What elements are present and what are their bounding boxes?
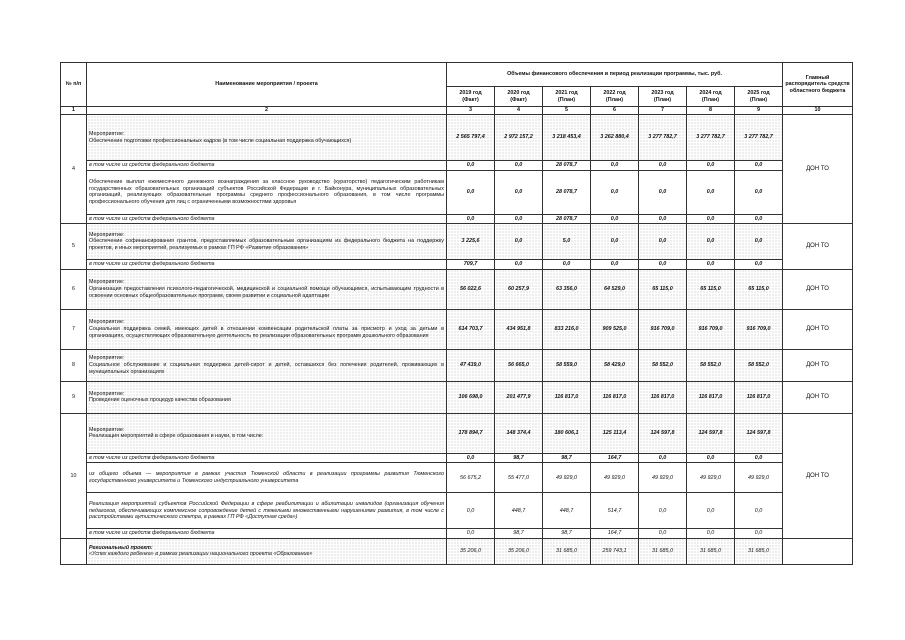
value-cell: 116 817,0 bbox=[687, 381, 735, 413]
value-cell: 3 277 782,7 bbox=[687, 115, 735, 161]
value-cell: 56 665,0 bbox=[495, 349, 543, 381]
row-distributor bbox=[783, 538, 853, 564]
row-name bbox=[87, 529, 447, 539]
row-name bbox=[87, 214, 447, 224]
value-cell: 0,0 bbox=[447, 529, 495, 539]
value-cell: 448,7 bbox=[543, 493, 591, 529]
value-cell: 65 115,0 bbox=[639, 269, 687, 309]
col-num-header: № п/п bbox=[61, 63, 87, 107]
table-row bbox=[61, 170, 853, 214]
row-title: Обеспечение выплат ежемесячного денежного вознаграждения за классное руководство (кураторство) педагогическим работникам государственных образовательных организаций субъектов Российской Федерации и г. Байконура, муниципальных образовательных организаций, реализующих образовательные программы среднего профессионального образования, в том числе программы профессионального обучения для лиц с ограниченными возможностями здоровья bbox=[89, 178, 444, 205]
table-row bbox=[61, 463, 853, 493]
value-cell: 0,0 bbox=[495, 260, 543, 270]
value-cell: 49 929,0 bbox=[543, 463, 591, 493]
value-cell: 0,0 bbox=[687, 170, 735, 214]
value-cell: 116 817,0 bbox=[543, 381, 591, 413]
value-cell: 31 685,0 bbox=[543, 538, 591, 564]
value-cell: 0,0 bbox=[639, 214, 687, 224]
column-number: 3 bbox=[447, 107, 495, 115]
value-cell: 0,0 bbox=[639, 260, 687, 270]
value-cell: 58 552,0 bbox=[687, 349, 735, 381]
value-cell: 3 225,6 bbox=[447, 224, 495, 260]
table-row bbox=[61, 413, 853, 453]
column-number: 2 bbox=[87, 107, 447, 115]
value-cell: 0,0 bbox=[495, 224, 543, 260]
value-cell: 98,7 bbox=[543, 529, 591, 539]
row-label: Мероприятие: bbox=[89, 390, 125, 397]
value-cell: 0,0 bbox=[591, 224, 639, 260]
year-header bbox=[687, 87, 735, 107]
value-cell: 35 206,0 bbox=[447, 538, 495, 564]
row-label: Мероприятие: bbox=[89, 231, 125, 238]
budget-table-page bbox=[60, 62, 852, 565]
value-cell: 916 709,0 bbox=[687, 309, 735, 349]
row-label: Мероприятие: bbox=[89, 130, 125, 137]
value-cell: 0,0 bbox=[447, 161, 495, 171]
value-cell: 0,0 bbox=[639, 529, 687, 539]
value-cell: 0,0 bbox=[495, 214, 543, 224]
value-cell: 64 529,0 bbox=[591, 269, 639, 309]
value-cell: 0,0 bbox=[639, 170, 687, 214]
value-cell: 31 685,0 bbox=[639, 538, 687, 564]
value-cell: 28 078,7 bbox=[543, 214, 591, 224]
value-cell: 0,0 bbox=[591, 214, 639, 224]
value-cell: 514,7 bbox=[591, 493, 639, 529]
row-index: 4 bbox=[61, 115, 87, 224]
column-number: 9 bbox=[735, 107, 783, 115]
table-row bbox=[61, 260, 853, 270]
value-cell: 49 929,0 bbox=[687, 463, 735, 493]
value-cell: 98,7 bbox=[495, 453, 543, 463]
column-number: 4 bbox=[495, 107, 543, 115]
value-cell: 709,7 bbox=[447, 260, 495, 270]
row-name bbox=[87, 493, 447, 529]
value-cell: 125 113,4 bbox=[591, 413, 639, 453]
row-name bbox=[87, 538, 447, 564]
value-cell: 63 356,0 bbox=[543, 269, 591, 309]
row-distributor: ДОН ТО bbox=[783, 269, 853, 309]
value-cell: 0,0 bbox=[447, 493, 495, 529]
value-cell: 0,0 bbox=[639, 453, 687, 463]
row-name bbox=[87, 349, 447, 381]
value-cell: 65 115,0 bbox=[687, 269, 735, 309]
row-label: Мероприятие: bbox=[89, 355, 125, 362]
year-kind: (Факт) bbox=[510, 96, 527, 103]
row-name bbox=[87, 309, 447, 349]
row-distributor: ДОН ТО bbox=[783, 413, 853, 538]
row-title: в том числе из средств федерального бюджета bbox=[89, 261, 215, 268]
value-cell: 65 115,0 bbox=[735, 269, 783, 309]
row-name bbox=[87, 463, 447, 493]
year-kind: (План) bbox=[749, 96, 768, 103]
row-index bbox=[61, 538, 87, 564]
row-title: Обеспечение софинансирования грантов, предоставляемых образовательным организациям из федерального бюджета на поддержку проектов, и иных мероприятий, реализуемых в рамках ГП РФ «Развитие образования» bbox=[89, 238, 444, 251]
column-number: 6 bbox=[591, 107, 639, 115]
value-cell: 2 972 157,2 bbox=[495, 115, 543, 161]
value-cell: 0,0 bbox=[735, 214, 783, 224]
row-distributor: ДОН ТО bbox=[783, 309, 853, 349]
col-distributor-header: Главный распорядитель средств областного бюджета bbox=[783, 63, 853, 107]
value-cell: 116 817,0 bbox=[735, 381, 783, 413]
row-title: Проведение оценочных процедур качества образования bbox=[89, 397, 231, 404]
value-cell: 448,7 bbox=[495, 493, 543, 529]
year-header bbox=[735, 87, 783, 107]
value-cell: 434 951,8 bbox=[495, 309, 543, 349]
row-label: Мероприятие: bbox=[89, 319, 125, 326]
table-row bbox=[61, 214, 853, 224]
value-cell: 98,7 bbox=[543, 453, 591, 463]
value-cell: 148 374,4 bbox=[495, 413, 543, 453]
value-cell: 60 257,9 bbox=[495, 269, 543, 309]
year-label: 2020 год bbox=[507, 89, 530, 96]
row-title: в том числе из средств федерального бюджета bbox=[89, 530, 215, 537]
year-header bbox=[447, 87, 495, 107]
row-index: 5 bbox=[61, 224, 87, 270]
year-label: 2019 год bbox=[459, 89, 482, 96]
col-volumes-header: Объемы финансового обеспечения в период реализации программы, тыс. руб. bbox=[447, 63, 783, 87]
row-label: Мероприятие: bbox=[89, 279, 125, 286]
year-label: 2023 год bbox=[651, 89, 674, 96]
value-cell: 35 206,0 bbox=[495, 538, 543, 564]
value-cell: 58 559,0 bbox=[543, 349, 591, 381]
row-distributor: ДОН ТО bbox=[783, 381, 853, 413]
table-row bbox=[61, 115, 853, 161]
value-cell: 0,0 bbox=[639, 161, 687, 171]
row-name bbox=[87, 224, 447, 260]
value-cell: 0,0 bbox=[687, 529, 735, 539]
value-cell: 178 894,7 bbox=[447, 413, 495, 453]
row-distributor: ДОН ТО bbox=[783, 224, 853, 270]
table-row bbox=[61, 529, 853, 539]
row-index: 9 bbox=[61, 381, 87, 413]
row-name bbox=[87, 413, 447, 453]
value-cell: 0,0 bbox=[495, 170, 543, 214]
value-cell: 31 685,0 bbox=[687, 538, 735, 564]
row-name bbox=[87, 115, 447, 161]
row-label: Региональный проект: bbox=[89, 544, 153, 551]
value-cell: 0,0 bbox=[687, 453, 735, 463]
value-cell: 614 703,7 bbox=[447, 309, 495, 349]
table-row bbox=[61, 269, 853, 309]
table-row bbox=[61, 161, 853, 171]
row-distributor: ДОН ТО bbox=[783, 115, 853, 224]
value-cell: 259 743,1 bbox=[591, 538, 639, 564]
value-cell: 55 477,0 bbox=[495, 463, 543, 493]
year-label: 2021 год bbox=[555, 89, 578, 96]
value-cell: 0,0 bbox=[687, 260, 735, 270]
value-cell: 0,0 bbox=[735, 493, 783, 529]
row-title: Реализация мероприятий субъектов Российской Федерации в сфере реабилитации и абилитации инвалидов (организация обучения педагогов, обеспечивающих комплексное сопровождение детей с тяжелыми множественными нарушениями развития, в том числе с расстройствами аутистического спектра, в рамках ГП РФ «Доступная среда») bbox=[89, 500, 444, 521]
value-cell: 0,0 bbox=[639, 224, 687, 260]
table-row bbox=[61, 381, 853, 413]
value-cell: 0,0 bbox=[639, 493, 687, 529]
column-number: 7 bbox=[639, 107, 687, 115]
value-cell: 58 552,0 bbox=[735, 349, 783, 381]
value-cell: 0,0 bbox=[591, 170, 639, 214]
value-cell: 28 078,7 bbox=[543, 161, 591, 171]
row-title: Реализация мероприятий в сфере образования и науки, в том числе: bbox=[89, 433, 264, 440]
value-cell: 0,0 bbox=[687, 493, 735, 529]
value-cell: 31 685,0 bbox=[735, 538, 783, 564]
value-cell: 124 597,8 bbox=[639, 413, 687, 453]
row-index: 6 bbox=[61, 269, 87, 309]
value-cell: 0,0 bbox=[543, 260, 591, 270]
year-kind: (План) bbox=[653, 96, 672, 103]
value-cell: 0,0 bbox=[735, 224, 783, 260]
row-title: Обеспечение подготовки профессиональных кадров (в том числе социальная поддержка обучающихся) bbox=[89, 137, 352, 144]
value-cell: 0,0 bbox=[447, 214, 495, 224]
value-cell: 3 277 782,7 bbox=[639, 115, 687, 161]
year-kind: (Факт) bbox=[462, 96, 479, 103]
row-name bbox=[87, 381, 447, 413]
row-title: Социальная поддержка семей, имеющих детей в отношении компенсации родительской платы за присмотр и уход за детьми в организациях, осуществляющих образовательную деятельность по реализации образовательных программ дошкольного образования bbox=[89, 325, 444, 339]
year-label: 2024 год bbox=[699, 89, 722, 96]
value-cell: 124 597,8 bbox=[687, 413, 735, 453]
value-cell: 56 675,2 bbox=[447, 463, 495, 493]
value-cell: 0,0 bbox=[591, 161, 639, 171]
value-cell: 3 218 453,4 bbox=[543, 115, 591, 161]
value-cell: 0,0 bbox=[687, 224, 735, 260]
value-cell: 0,0 bbox=[447, 453, 495, 463]
column-number: 10 bbox=[783, 107, 853, 115]
year-header bbox=[495, 87, 543, 107]
row-distributor: ДОН ТО bbox=[783, 349, 853, 381]
year-kind: (План) bbox=[701, 96, 720, 103]
value-cell: 58 429,0 bbox=[591, 349, 639, 381]
column-number: 5 bbox=[543, 107, 591, 115]
column-number: 1 bbox=[61, 107, 87, 115]
row-index: 8 bbox=[61, 349, 87, 381]
year-kind: (План) bbox=[605, 96, 624, 103]
row-title: из общего объема — мероприятия в рамках участия Тюменской области в реализации программы развития Тюменского государственного университета и Тюменского индустриального университета bbox=[89, 471, 444, 484]
year-header bbox=[639, 87, 687, 107]
year-header bbox=[543, 87, 591, 107]
value-cell: 0,0 bbox=[735, 170, 783, 214]
value-cell: 58 552,0 bbox=[639, 349, 687, 381]
value-cell: 116 817,0 bbox=[591, 381, 639, 413]
value-cell: 47 439,0 bbox=[447, 349, 495, 381]
value-cell: 49 929,0 bbox=[591, 463, 639, 493]
row-index: 7 bbox=[61, 309, 87, 349]
row-title: в том числе из средств федерального бюджета bbox=[89, 162, 215, 168]
year-label: 2025 год bbox=[747, 89, 770, 96]
row-label: Мероприятие: bbox=[89, 426, 125, 433]
financing-table bbox=[60, 62, 853, 565]
row-name bbox=[87, 260, 447, 270]
row-title: в том числе из средств федерального бюджета bbox=[89, 215, 215, 222]
value-cell: 0,0 bbox=[735, 260, 783, 270]
value-cell: 2 565 797,4 bbox=[447, 115, 495, 161]
value-cell: 3 262 880,4 bbox=[591, 115, 639, 161]
table-row bbox=[61, 453, 853, 463]
value-cell: 916 709,0 bbox=[639, 309, 687, 349]
value-cell: 49 929,0 bbox=[735, 463, 783, 493]
row-title: «Успех каждого ребенка» в рамках реализации национального проекта «Образование» bbox=[89, 551, 313, 558]
value-cell: 49 929,0 bbox=[639, 463, 687, 493]
row-index: 10 bbox=[61, 413, 87, 538]
year-header bbox=[591, 87, 639, 107]
column-number: 8 bbox=[687, 107, 735, 115]
row-name bbox=[87, 170, 447, 214]
row-title: Организация предоставления психолого-педагогической, медицинской и социальной помощи обучающимся, испытывающим трудности в освоении основных общеобразовательных программ, своем развитии и социальной адаптации bbox=[89, 285, 444, 299]
value-cell: 5,0 bbox=[543, 224, 591, 260]
value-cell: 0,0 bbox=[687, 214, 735, 224]
value-cell: 916 709,0 bbox=[735, 309, 783, 349]
row-title: в том числе из средств федерального бюджета bbox=[89, 454, 215, 461]
value-cell: 909 525,0 bbox=[591, 309, 639, 349]
value-cell: 0,0 bbox=[447, 170, 495, 214]
value-cell: 106 698,0 bbox=[447, 381, 495, 413]
value-cell: 180 606,1 bbox=[543, 413, 591, 453]
value-cell: 0,0 bbox=[495, 161, 543, 171]
value-cell: 0,0 bbox=[735, 161, 783, 171]
year-label: 2022 год bbox=[603, 89, 626, 96]
table-row bbox=[61, 349, 853, 381]
value-cell: 124 597,8 bbox=[735, 413, 783, 453]
col-name-header: Наименование мероприятия / проекта bbox=[87, 63, 447, 107]
row-name bbox=[87, 161, 447, 171]
row-title: Социальное обслуживание и социальная поддержка детей-сирот и детей, оставшихся без попечения родителей, проживающих в муниципальных организациях bbox=[89, 361, 444, 375]
value-cell: 0,0 bbox=[735, 529, 783, 539]
value-cell: 0,0 bbox=[591, 260, 639, 270]
table-row bbox=[61, 538, 853, 564]
row-name bbox=[87, 269, 447, 309]
value-cell: 28 078,7 bbox=[543, 170, 591, 214]
value-cell: 56 022,6 bbox=[447, 269, 495, 309]
table-row bbox=[61, 224, 853, 260]
value-cell: 833 216,0 bbox=[543, 309, 591, 349]
year-kind: (План) bbox=[557, 96, 576, 103]
value-cell: 164,7 bbox=[591, 453, 639, 463]
row-name bbox=[87, 453, 447, 463]
value-cell: 0,0 bbox=[735, 453, 783, 463]
table-row bbox=[61, 493, 853, 529]
value-cell: 98,7 bbox=[495, 529, 543, 539]
table-row bbox=[61, 309, 853, 349]
value-cell: 3 277 782,7 bbox=[735, 115, 783, 161]
value-cell: 0,0 bbox=[687, 161, 735, 171]
value-cell: 201 477,9 bbox=[495, 381, 543, 413]
value-cell: 164,7 bbox=[591, 529, 639, 539]
value-cell: 116 817,0 bbox=[639, 381, 687, 413]
